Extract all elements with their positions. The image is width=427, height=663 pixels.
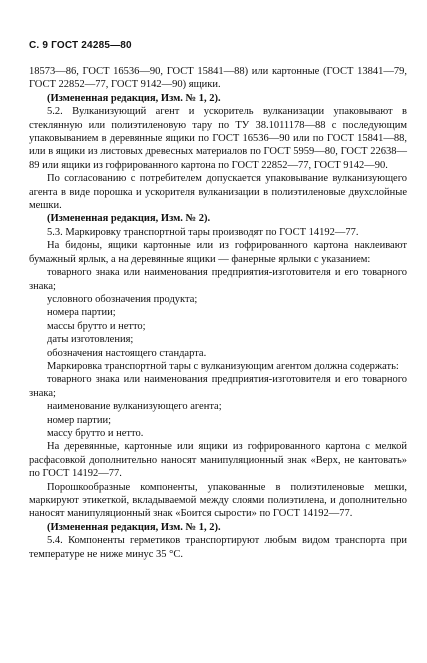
list-item: обозначения настоящего стандарта. (47, 347, 207, 359)
page-header: С. 9 ГОСТ 24285—80 (29, 40, 132, 51)
list-item: товарного знака или наименования предприятия-изготовителя и его товарного знака; (29, 267, 407, 292)
revision-note: (Измененная редакция, Изм. № 2). (47, 213, 211, 225)
paragraph: На деревянные, картонные или ящики из гофрированного картона с мелкой расфасовкой дополнительно наносят манипуляционный знак «Верх, не кантовать» по ГОСТ 14192—77. (29, 441, 407, 480)
clause-5-2: 5.2. Вулканизующий агент и ускоритель вулканизации упаковывают в стеклянную или полиэтиленовую тару по ТУ 38.1011178—88 с последующим упаковыванием в деревянные ящики по ГОСТ 16536—90 или по ГОСТ 15841—88, или в ящики из листовых древесных материалов по ГОСТ 5959—80, ГОСТ 22638—89 или ящики из гофрированного картона по ГОСТ 22852—77, ГОСТ 9142—90. (29, 106, 407, 171)
paragraph: Маркировка транспортной тары с вулканизующим агентом должна содержать: (47, 360, 399, 372)
list-item: наименование вулканизующего агента; (47, 401, 222, 413)
paragraph: Порошкообразные компоненты, упакованные в полиэтиленовые мешки, маркируют этикеткой, вкладываемой между слоями полиэтилена, и дополнительно наносят манипуляционный знак «Боится сырости» по ГОСТ 14192—77. (29, 481, 407, 520)
clause-5-4: 5.4. Компоненты герметиков транспортируют любым видом транспорта при температуре не ниже минус 35 °С. (29, 535, 407, 560)
list-item: массу брутто и нетто. (47, 427, 144, 439)
revision-note: (Измененная редакция, Изм. № 1, 2). (47, 521, 221, 533)
paragraph: По согласованию с потребителем допускается упаковывание вулканизующего агента в виде порошка и ускорителя вулканизации в полиэтиленовые двухслойные мешки. (29, 173, 407, 212)
document-body (29, 65, 407, 561)
revision-note: (Измененная редакция, Изм. № 1, 2). (47, 92, 221, 104)
list-item: номер партии; (47, 414, 111, 426)
list-item: условного обозначения продукта; (47, 293, 198, 305)
list-item: массы брутто и нетто; (47, 320, 146, 332)
list-item: номера партии; (47, 307, 116, 319)
list-item: товарного знака или наименования предприятия-изготовителя и его товарного знака; (29, 374, 407, 399)
list-item: даты изготовления; (47, 334, 134, 346)
clause-5-3: 5.3. Маркировку транспортной тары производят по ГОСТ 14192—77. (47, 226, 359, 238)
paragraph: На бидоны, ящики картонные или из гофрированного картона наклеивают бумажный ярлык, а на деревянные ящики — фанерные ярлыки с указанием: (29, 240, 407, 265)
paragraph: 18573—86, ГОСТ 16536—90, ГОСТ 15841—88) или картонные (ГОСТ 13841—79, ГОСТ 22852—77, ГОСТ 9142—90) ящики. (29, 66, 407, 91)
